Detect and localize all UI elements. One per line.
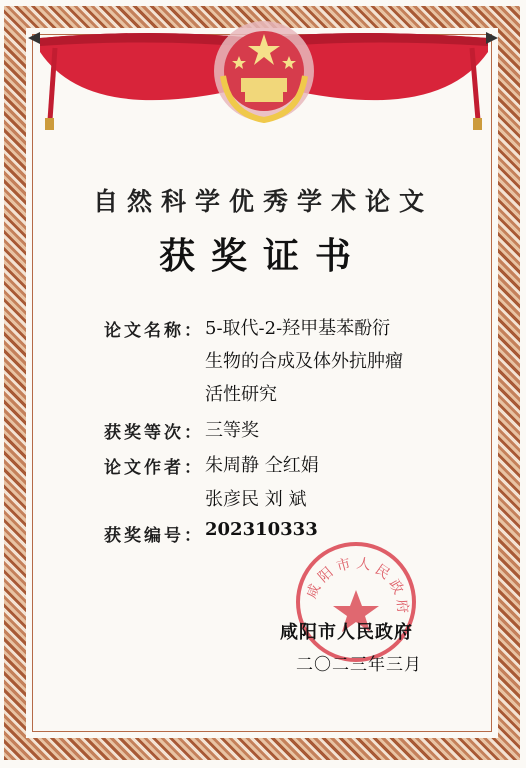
certificate-title: 获奖证书 — [158, 235, 367, 277]
issuer-name: 咸阳市人民政府 — [280, 622, 413, 643]
award-number-value: 202310333 — [205, 519, 318, 540]
paper-title-line1: 5-取代-2-羟甲基苯酚衍 — [205, 318, 391, 339]
certificate-subtitle: 自然科学优秀学术论文 — [92, 187, 433, 216]
authors-line1: 朱周静 仝红娟 — [205, 455, 319, 476]
authors-line2: 张彦民 刘 斌 — [205, 489, 307, 510]
award-rank-value: 三等奖 — [205, 420, 259, 441]
paper-title-label: 论文名称： — [104, 321, 204, 341]
issue-date: 二〇二三年三月 — [296, 655, 422, 675]
award-number-label: 获奖编号： — [104, 526, 204, 546]
award-rank-label: 获奖等次： — [104, 423, 204, 443]
paper-title-line3: 活性研究 — [205, 384, 277, 405]
official-seal-icon — [292, 538, 420, 666]
authors-label: 论文作者： — [104, 458, 204, 478]
national-emblem-icon — [209, 16, 319, 126]
paper-title-line2: 生物的合成及体外抗肿瘤 — [205, 351, 403, 372]
svg-text:咸 阳 市 人 民 政 府: 咸 阳 市 人 民 政 府 — [303, 555, 411, 614]
